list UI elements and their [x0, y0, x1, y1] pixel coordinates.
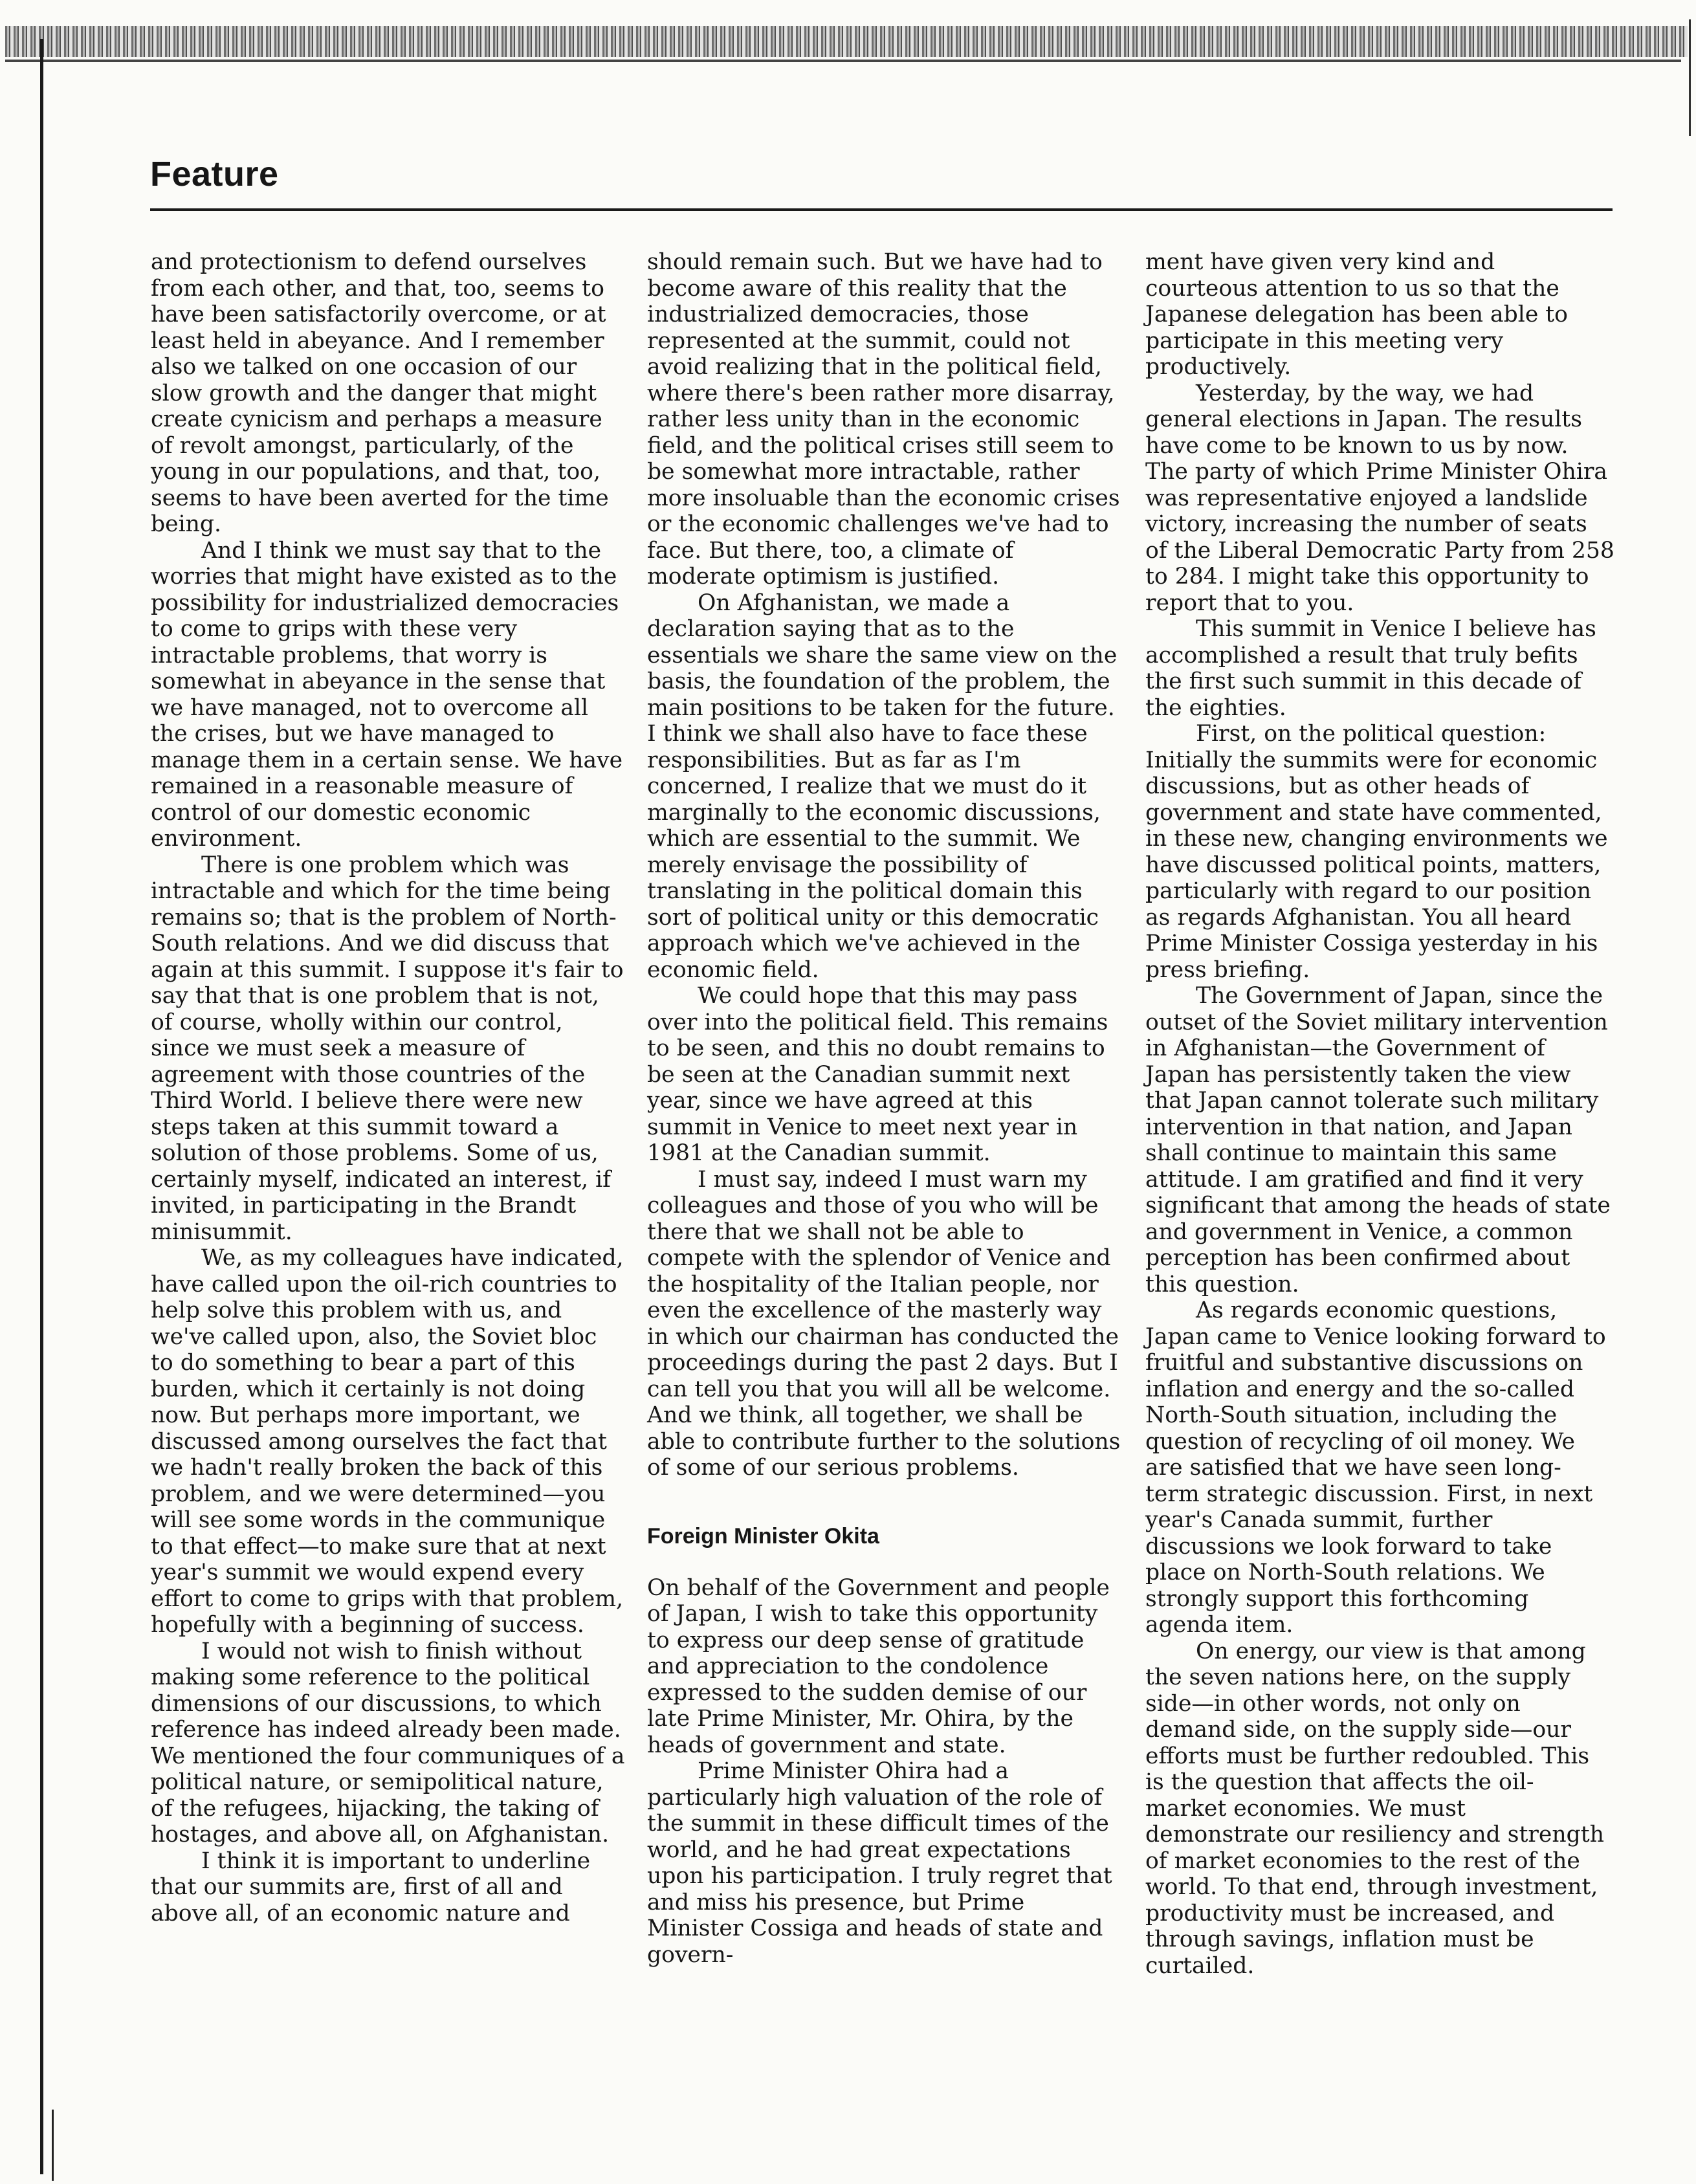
paragraph: This summit in Venice I believe has accomplished a result that truly befits the first such summit in this decade of the eighties.: [1145, 616, 1596, 721]
section-label: Feature: [150, 155, 279, 193]
paragraph: On Afghanistan, we made a declaration saying that as to the essentials we share the same view on the basis, the foundation of the problem, the main positions to be taken for the future. I think we shall also have to face these responsibilities. But as far as I'm concerned, I realize that we must do it marginally to the economic discussions, which are essential to the summit. We merely envisage the possibility of translating in the political domain this sort of political unity or this democratic approach which we've achieved in the economic field.: [647, 590, 1118, 983]
column-2: [647, 249, 1123, 1968]
paragraph: I think it is important to underline that our summits are, first of all and above all, of an economic nature and: [151, 1848, 591, 1926]
paragraph: On behalf of the Government and people of Japan, I wish to take this opportunity to express our deep sense of gratitude and appreciation to the condolence expressed to the sudden demise of our late Prime Minister, Mr. Ohira, by the heads of government and state.: [647, 1574, 1110, 1758]
paragraph: There is one problem which was intractable and which for the time being remains so; that is the problem of North-South relations. And we did discuss that again at this summit. I suppose it's fair to say that that is one problem that is not, of course, wholly within our control, since we must seek a measure of agreement with those countries of the Third World. I believe there were new steps taken at this summit toward a solution of those problems. Some of us, certainly myself, indicated an interest, if invited, in participating in the Brandt minisummit.: [151, 852, 624, 1245]
paragraph: First, on the political question: Initially the summits were for economic discussions, but as other heads of government and state have commented, in these new, changing environments we have discussed political points, matters, particularly with regard to our position as regards Afghanistan. You all heard Prime Minister Cossiga yesterday in his press briefing.: [1145, 721, 1608, 983]
paragraph: Prime Minister Ohira had a particularly high valuation of the role of the summit in these difficult times of the world, and he had great expectations upon his participation. I truly regret that and miss his presence, but Prime Minister Cossiga and heads of state and govern-: [647, 1758, 1112, 1968]
paragraph: We could hope that this may pass over into the political field. This remains to be seen, and this no doubt remains to be seen at the Canadian summit next year, since we have agreed at this summit in Venice to meet next year in 1981 at the Canadian summit.: [647, 983, 1108, 1166]
column-3: [1145, 249, 1614, 1979]
paragraph: On energy, our view is that among the seven nations here, on the supply side—in other words, not only on demand side, on the supply side—our efforts must be further redoubled. This is the question that affects the oil-market economies. We must demonstrate our resiliency and strength of market economies to the rest of the world. To that end, through investment, productivity must be increased, and through savings, inflation must be curtailed.: [1145, 1638, 1604, 1979]
paragraph: The Government of Japan, since the outset of the Soviet military intervention in Afghanistan—the Government of Japan has persistently taken the view that Japan cannot tolerate such military intervention in that nation, and Japan shall continue to maintain this same attitude. I am gratified and find it very significant that among the heads of state and government in Venice, a common perception has been confirmed about this question.: [1145, 983, 1611, 1297]
scan-top-edge: [5, 26, 1688, 57]
speaker-heading: Foreign Minister Okita: [647, 1523, 879, 1549]
scan-top-border: [5, 60, 1681, 62]
paragraph: I would not wish to finish without making some reference to the political dimensions of our discussions, to which reference has indeed already been made. We mentioned the four communiques of a political nature, or semipolitical nature, of the refugees, hijacking, the taking of hostages, and above all, on Afghanistan.: [151, 1638, 625, 1848]
paragraph: should remain such. But we have had to become aware of this reality that the industrialized democracies, those represented at the summit, could not avoid realizing that in the political field, where there's been rather more disarray, rather less unity than in the economic field, and the political crises still seem to be somewhat more intractable, rather more insoluable than the economic crises or the economic challenges we've had to face. But there, too, a climate of moderate optimism is justified.: [647, 249, 1120, 590]
scan-left-mark: [52, 2110, 54, 2181]
scan-left-border: [40, 39, 43, 2174]
paragraph: And I think we must say that to the worries that might have existed as to the possibility for industrialized democracies to come to grips with these very intractable problems, that worry is somewhat in abeyance in the sense that we have managed, not to overcome all the crises, but we have managed to manage them in a certain sense. We have remained in a reasonable measure of control of our domestic economic environment.: [151, 537, 623, 852]
paragraph: and protectionism to defend ourselves from each other, and that, too, seems to have been satisfactorily overcome, or at least held in abeyance. And I remember also we talked on one occasion of our slow growth and the danger that might create cynicism and perhaps a measure of revolt amongst, particularly, of the young in our populations, and that, too, seems to have been averted for the time being.: [151, 249, 609, 537]
paragraph: I must say, indeed I must warn my colleagues and those of you who will be there that we shall not be able to compete with the splendor of Venice and the hospitality of the Italian people, nor even the excellence of the masterly way in which our chairman has conducted the proceedings during the past 2 days. But I can tell you that you will all be welcome. And we think, all together, we shall be able to contribute further to the solutions of some of our serious problems.: [647, 1166, 1121, 1481]
paragraph: Yesterday, by the way, we had general elections in Japan. The results have come to be known to us by now. The party of which Prime Minister Ohira was representative enjoyed a landslide victory, increasing the number of seats of the Liberal Democratic Party from 258 to 284. I might take this opportunity to report that to you.: [1145, 380, 1614, 616]
scan-right-mark: [1689, 19, 1691, 136]
paragraph: As regards economic questions, Japan came to Venice looking forward to fruitful and substantive discussions on inflation and energy and the so-called North-South situation, including the question of recycling of oil money. We are satisfied that we have seen long-term strategic discussion. First, in next year's Canada summit, further discussions we look forward to take place on North-South relations. We strongly support this forthcoming agenda item.: [1145, 1297, 1606, 1638]
column-1: [151, 249, 626, 1926]
page-header: [150, 150, 1613, 211]
paragraph: We, as my colleagues have indicated, have called upon the oil-rich countries to help solve this problem with us, and we've called upon, also, the Soviet bloc to do something to bear a part of this burden, which it certainly is not doing now. But perhaps more important, we discussed among ourselves the fact that we hadn't really broken the back of this problem, and we were determined—you will see some words in the communique to that effect—to make sure that at next year's summit we would expend every effort to come to grips with that problem, hopefully with a beginning of success.: [151, 1245, 624, 1638]
paragraph: ment have given very kind and courteous attention to us so that the Japanese delegation has been able to participate in this meeting very productively.: [1145, 249, 1568, 380]
